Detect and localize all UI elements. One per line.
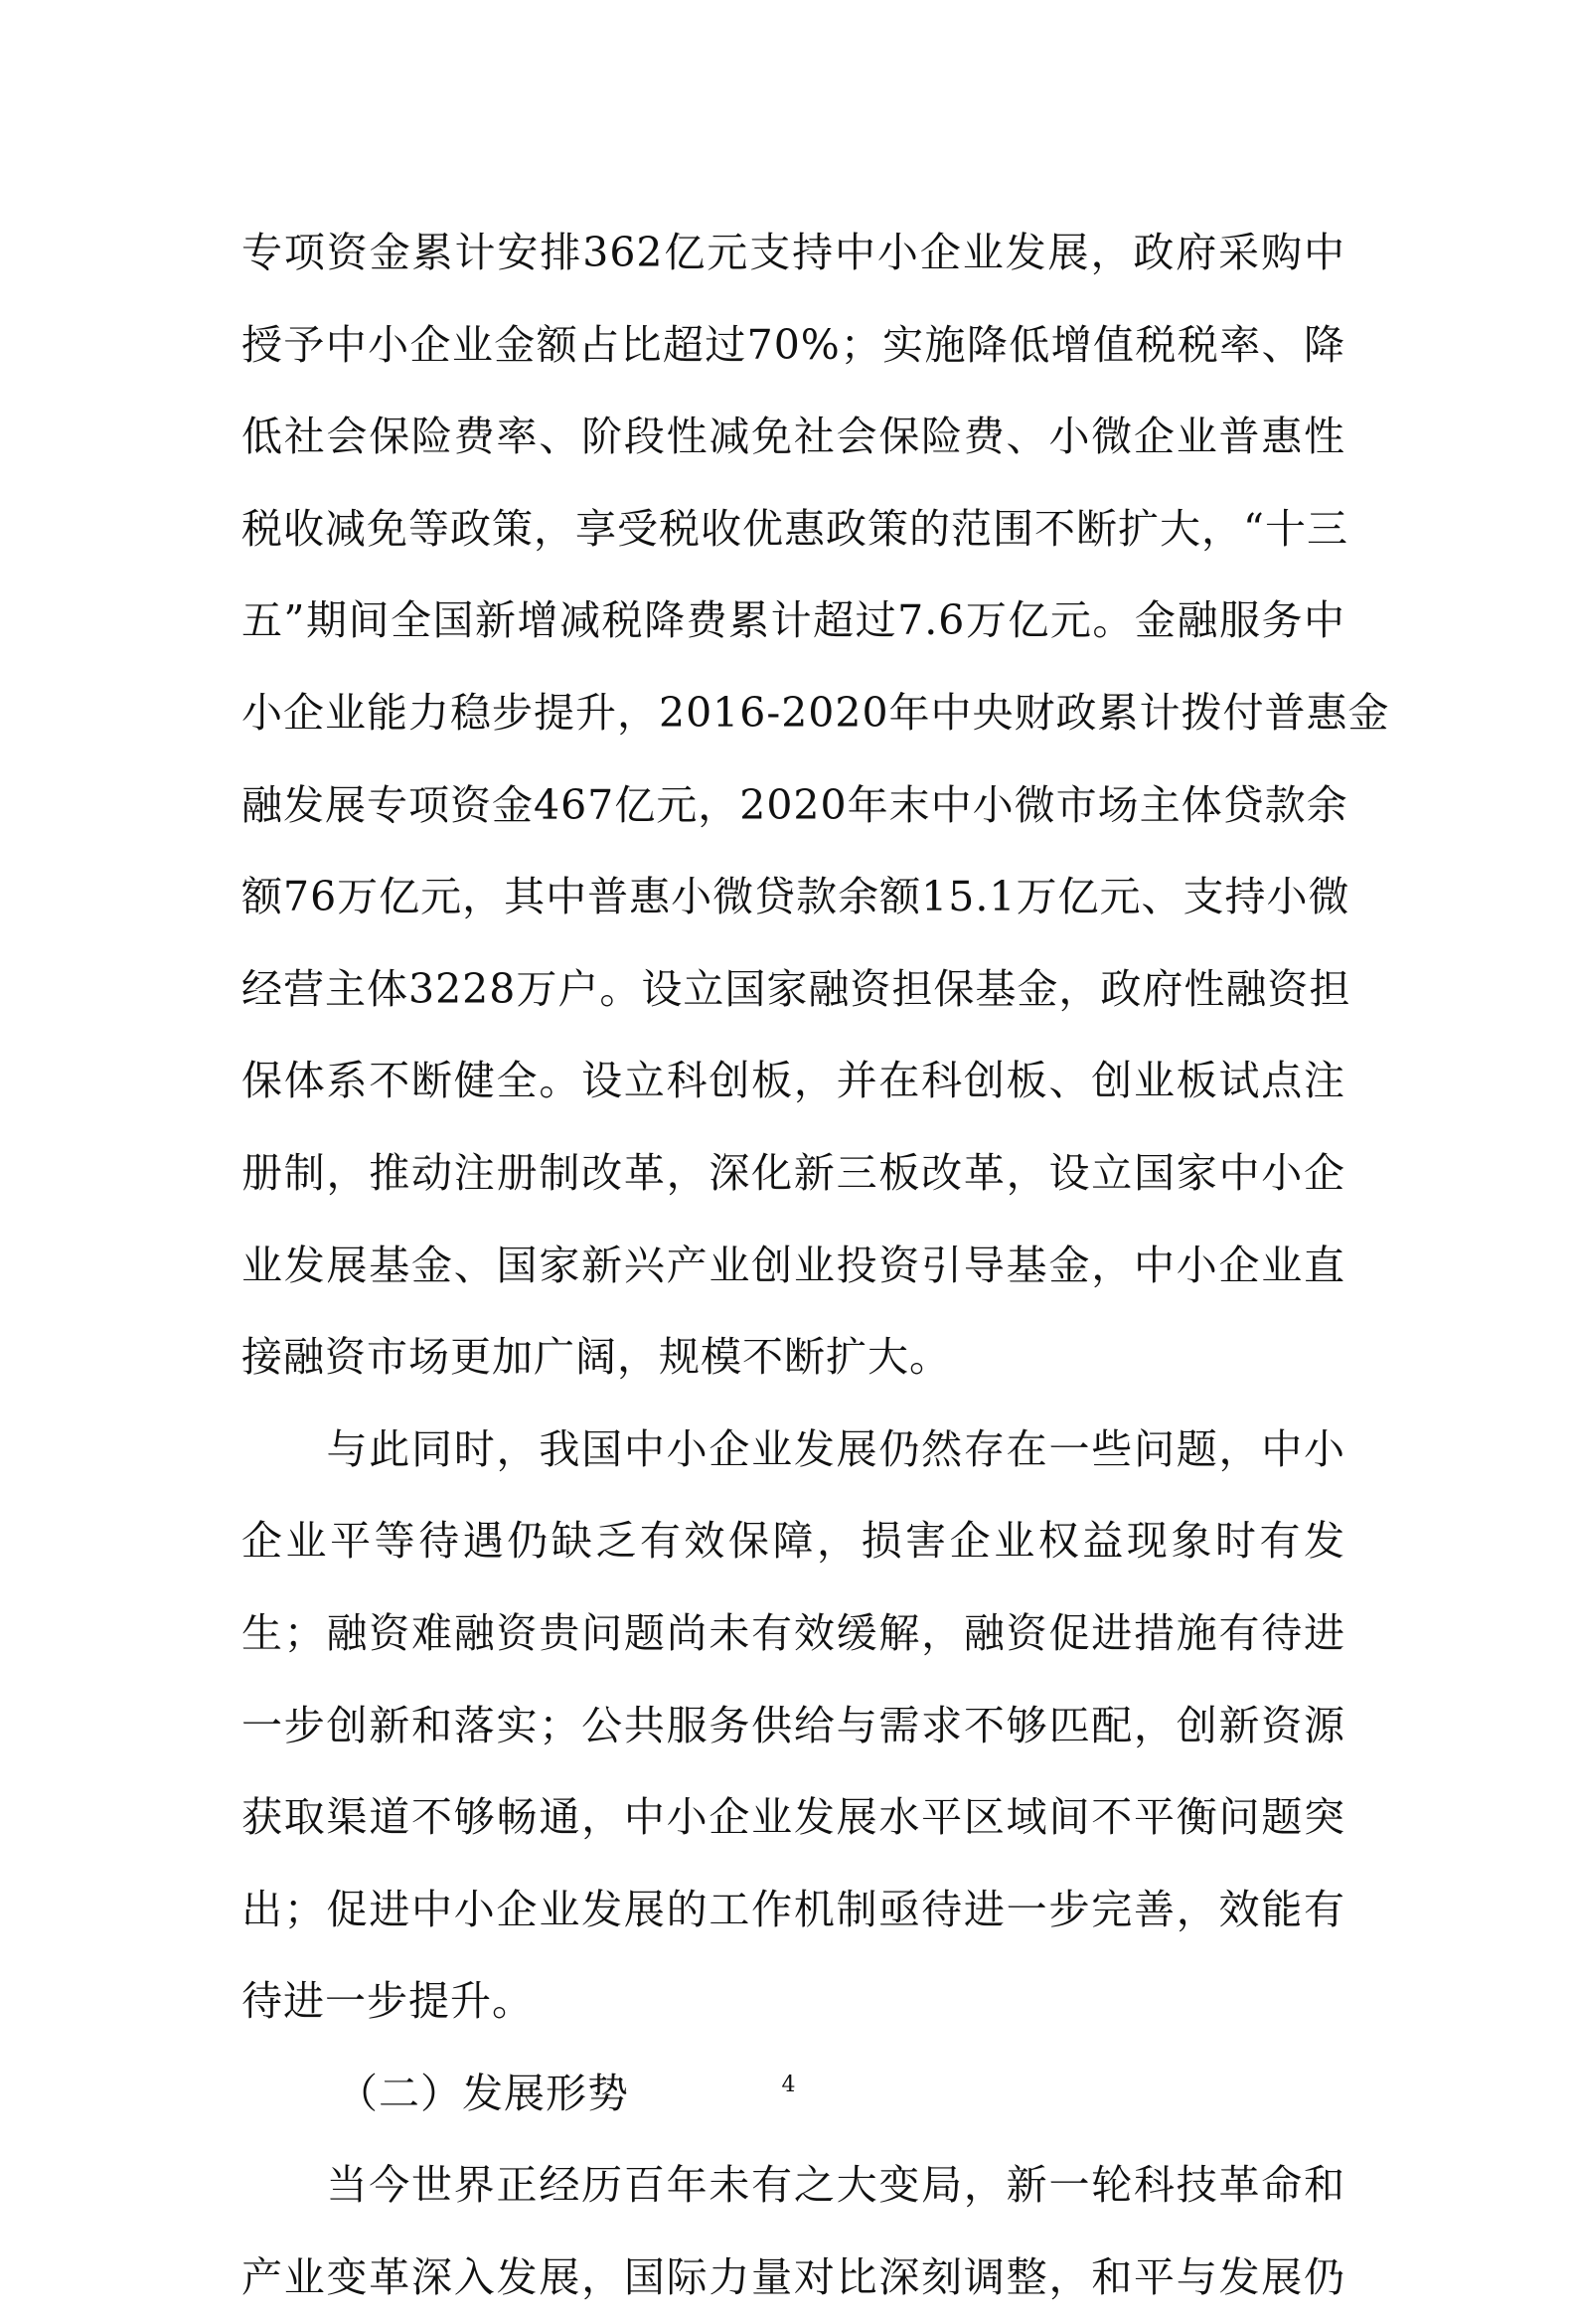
paragraph-situation xyxy=(241,2139,1345,2323)
body-text xyxy=(241,207,1390,2324)
text-line: 待进一步提升。 xyxy=(241,1977,534,2026)
text-line: 产业变革深入发展，国际力量对比深刻调整，和平与发展仍 xyxy=(241,2253,1345,2302)
text-line: 授予中小企业金额占比超过70%；实施降低增值税税率、降 xyxy=(241,320,1345,369)
text-line: 额76万亿元，其中普惠小微贷款余额15.1万亿元、支持小微 xyxy=(241,873,1350,921)
text-line: 税收减免等政策，享受税收优惠政策的范围不断扩大，“十三 xyxy=(241,504,1348,553)
paragraph-achievements xyxy=(241,207,1390,1404)
text-line: 一步创新和落实；公共服务供给与需求不够匹配，创新资源 xyxy=(241,1701,1345,1749)
text-line: 企业平等待遇仍缺乏有效保障，损害企业权益现象时有发 xyxy=(241,1517,1345,1566)
text-line: 经营主体3228万户。设立国家融资担保基金，政府性融资担 xyxy=(241,964,1351,1013)
text-line: 与此同时，我国中小企业发展仍然存在一些问题，中小 xyxy=(241,1424,1345,1473)
text-line: 保体系不断健全。设立科创板，并在科创板、创业板试点注 xyxy=(241,1057,1345,1105)
text-line: 获取渠道不够畅通，中小企业发展水平区域间不平衡问题突 xyxy=(241,1793,1345,1842)
text-line: 五”期间全国新增减税降费累计超过7.6万亿元。金融服务中 xyxy=(241,596,1345,645)
text-line: 当今世界正经历百年未有之大变局，新一轮科技革命和 xyxy=(241,2161,1345,2210)
text-line: 册制，推动注册制改革，深化新三板改革，设立国家中小企 xyxy=(241,1148,1345,1197)
page-number: 4 xyxy=(781,2073,796,2097)
section-heading: （二）发展形势 xyxy=(337,2069,629,2117)
text-line: 生；融资难融资贵问题尚未有效缓解，融资促进措施有待进 xyxy=(241,1608,1345,1657)
paragraph-problems xyxy=(241,1404,1345,2048)
text-line: 接融资市场更加广阔，规模不断扩大。 xyxy=(241,1333,951,1382)
text-line: 小企业能力稳步提升，2016-2020年中央财政累计拨付普惠金 xyxy=(241,688,1390,737)
text-line: 业发展基金、国家新兴产业创业投资引导基金，中小企业直 xyxy=(241,1241,1345,1289)
text-line: 出；促进中小企业发展的工作机制亟待进一步完善，效能有 xyxy=(241,1885,1345,1933)
text-line: 低社会保险费率、阶段性减免社会保险费、小微企业普惠性 xyxy=(241,413,1345,461)
text-line: 专项资金累计安排362亿元支持中小企业发展，政府采购中 xyxy=(241,229,1345,276)
text-line: 融发展专项资金467亿元，2020年末中小微市场主体贷款余 xyxy=(241,780,1348,829)
